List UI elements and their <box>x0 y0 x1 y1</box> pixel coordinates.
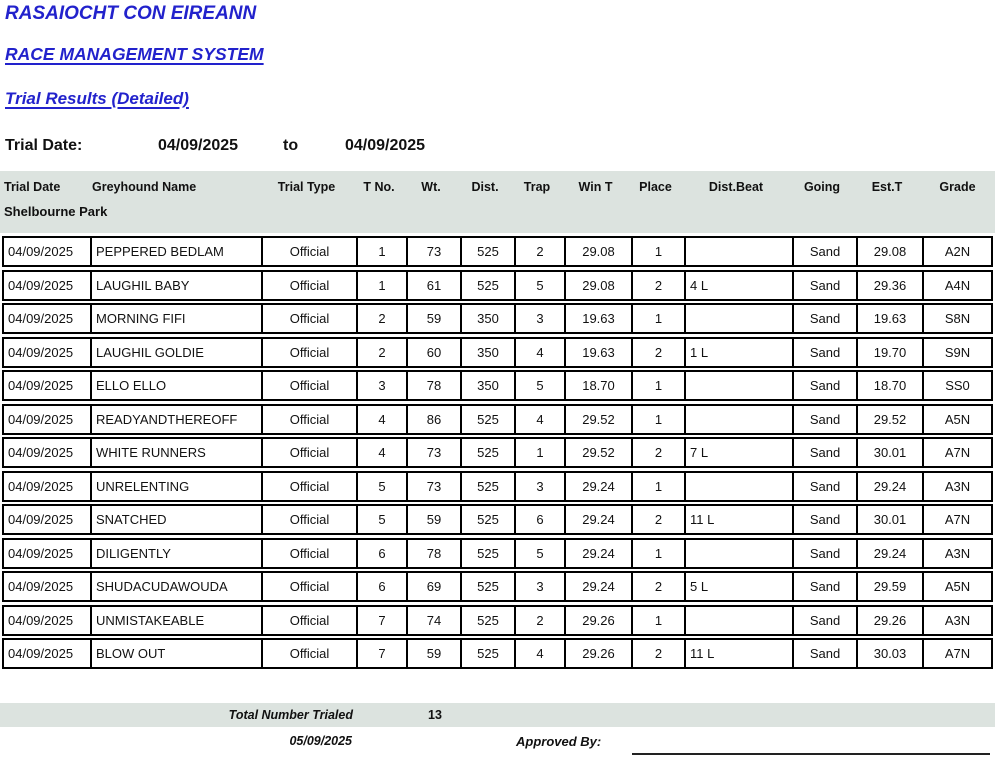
cell-win-t: 29.08 <box>566 272 633 299</box>
cell-est-t: 19.63 <box>858 305 924 332</box>
cell-win-t: 29.24 <box>566 473 633 500</box>
cell-greyhound-name: MORNING FIFI <box>92 305 263 332</box>
cell-dist: 350 <box>462 305 516 332</box>
table-row <box>2 538 993 569</box>
cell-greyhound-name: PEPPERED BEDLAM <box>92 238 263 265</box>
cell-trial-date: 04/09/2025 <box>4 238 92 265</box>
cell-going: Sand <box>794 540 858 567</box>
cell-place: 1 <box>633 607 686 634</box>
cell-greyhound-name: READYANDTHEREOFF <box>92 406 263 433</box>
cell-trial-date: 04/09/2025 <box>4 540 92 567</box>
cell-trial-date: 04/09/2025 <box>4 506 92 533</box>
table-row <box>2 270 993 301</box>
cell-t-no: 6 <box>358 573 408 600</box>
cell-place: 2 <box>633 640 686 667</box>
cell-dist: 350 <box>462 339 516 366</box>
cell-t-no: 4 <box>358 406 408 433</box>
column-header-win-t: Win T <box>578 180 613 194</box>
cell-wt: 69 <box>408 573 462 600</box>
cell-place: 1 <box>633 238 686 265</box>
cell-going: Sand <box>794 473 858 500</box>
cell-est-t: 18.70 <box>858 372 924 399</box>
cell-trial-type: Official <box>263 272 358 299</box>
trial-date-label: Trial Date: <box>5 137 83 154</box>
org-title: RASAIOCHT CON EIREANN <box>5 3 257 24</box>
cell-t-no: 1 <box>358 238 408 265</box>
cell-going: Sand <box>794 305 858 332</box>
table-row <box>2 404 993 435</box>
cell-t-no: 3 <box>358 372 408 399</box>
cell-greyhound-name: LAUGHIL GOLDIE <box>92 339 263 366</box>
signature-line <box>632 753 990 755</box>
column-header-going: Going <box>803 180 841 194</box>
cell-dist: 525 <box>462 473 516 500</box>
system-title-link[interactable]: RACE MANAGEMENT SYSTEM <box>5 44 264 64</box>
cell-wt: 59 <box>408 640 462 667</box>
cell-going: Sand <box>794 607 858 634</box>
cell-dist-beat: 11 L <box>686 506 794 533</box>
cell-greyhound-name: UNMISTAKEABLE <box>92 607 263 634</box>
cell-t-no: 5 <box>358 473 408 500</box>
table-row <box>2 437 993 468</box>
cell-est-t: 29.26 <box>858 607 924 634</box>
cell-wt: 61 <box>408 272 462 299</box>
cell-place: 1 <box>633 406 686 433</box>
cell-est-t: 30.01 <box>858 506 924 533</box>
cell-trial-date: 04/09/2025 <box>4 305 92 332</box>
column-header-trap: Trap <box>523 180 551 194</box>
total-trialed-label: Total Number Trialed <box>228 708 353 722</box>
cell-win-t: 29.52 <box>566 439 633 466</box>
cell-grade: A2N <box>944 244 971 259</box>
cell-grade: A4N <box>944 277 971 293</box>
cell-grade: A7N <box>944 512 971 527</box>
cell-dist-beat: 5 L <box>686 573 794 600</box>
cell-dist: 525 <box>462 272 516 299</box>
cell-dist-beat: 4 L <box>686 272 794 299</box>
cell-trap: 4 <box>516 640 566 667</box>
cell-trap: 2 <box>516 238 566 265</box>
cell-trap: 5 <box>516 540 566 567</box>
cell-greyhound-name: SNATCHED <box>92 506 263 533</box>
cell-dist-beat <box>686 238 794 265</box>
total-band <box>0 703 995 727</box>
cell-trial-type: Official <box>263 305 358 332</box>
cell-going: Sand <box>794 506 858 533</box>
cell-trial-date: 04/09/2025 <box>4 272 92 299</box>
cell-dist: 350 <box>462 372 516 399</box>
cell-trial-date: 04/09/2025 <box>4 473 92 500</box>
cell-dist: 525 <box>462 439 516 466</box>
cell-dist: 525 <box>462 540 516 567</box>
cell-going: Sand <box>794 573 858 600</box>
cell-t-no: 4 <box>358 439 408 466</box>
cell-trial-type: Official <box>263 473 358 500</box>
cell-place: 1 <box>633 473 686 500</box>
cell-est-t: 29.24 <box>858 473 924 500</box>
cell-win-t: 29.24 <box>566 540 633 567</box>
cell-dist: 525 <box>462 640 516 667</box>
cell-going: Sand <box>794 238 858 265</box>
column-header-row <box>0 177 995 195</box>
cell-place: 2 <box>633 506 686 533</box>
cell-grade: A7N <box>944 445 971 460</box>
signature-row <box>0 727 1000 767</box>
column-header-place: Place <box>639 180 672 194</box>
cell-win-t: 29.08 <box>566 238 633 265</box>
cell-trial-type: Official <box>263 372 358 399</box>
cell-place: 2 <box>633 272 686 299</box>
cell-dist-beat <box>686 540 794 567</box>
cell-trial-date: 04/09/2025 <box>4 372 92 399</box>
cell-going: Sand <box>794 640 858 667</box>
table-row <box>2 337 993 368</box>
cell-wt: 73 <box>408 238 462 265</box>
cell-wt: 78 <box>408 372 462 399</box>
cell-est-t: 29.24 <box>858 540 924 567</box>
cell-grade: A7N <box>944 646 971 661</box>
cell-place: 1 <box>633 372 686 399</box>
table-row <box>2 236 993 267</box>
to-date-value: 04/09/2025 <box>345 137 426 154</box>
cell-wt: 59 <box>408 305 462 332</box>
cell-win-t: 19.63 <box>566 305 633 332</box>
cell-dist-beat: 11 L <box>686 640 794 667</box>
cell-dist-beat: 1 L <box>686 339 794 366</box>
cell-win-t: 29.52 <box>566 406 633 433</box>
column-header-grade: Grade <box>939 180 976 194</box>
cell-greyhound-name: SHUDACUDAWOUDA <box>92 573 263 600</box>
report-title-link[interactable]: Trial Results (Detailed) <box>5 89 189 108</box>
cell-dist: 525 <box>462 607 516 634</box>
cell-trial-date: 04/09/2025 <box>4 406 92 433</box>
cell-trap: 2 <box>516 607 566 634</box>
column-header-trial-type: Trial Type <box>277 180 336 194</box>
cell-est-t: 29.08 <box>858 238 924 265</box>
print-date: 05/09/2025 <box>289 734 352 748</box>
column-header-greyhound-name: Greyhound Name <box>92 180 197 194</box>
cell-place: 1 <box>633 305 686 332</box>
cell-trap: 6 <box>516 506 566 533</box>
cell-win-t: 18.70 <box>566 372 633 399</box>
cell-wt: 73 <box>408 439 462 466</box>
cell-grade: A5N <box>944 579 971 594</box>
cell-trap: 4 <box>516 339 566 366</box>
cell-dist: 525 <box>462 238 516 265</box>
cell-grade: S9N <box>944 344 971 360</box>
cell-grade: A5N <box>944 411 971 427</box>
track-section-row <box>0 195 995 219</box>
cell-t-no: 5 <box>358 506 408 533</box>
cell-est-t: 19.70 <box>858 339 924 366</box>
report-page <box>0 3 1000 764</box>
total-trialed-value: 13 <box>428 708 442 722</box>
cell-greyhound-name: LAUGHIL BABY <box>92 272 263 299</box>
cell-dist: 525 <box>462 506 516 533</box>
cell-greyhound-name: WHITE RUNNERS <box>92 439 263 466</box>
cell-wt: 86 <box>408 406 462 433</box>
trial-date-filter <box>0 137 1000 159</box>
cell-greyhound-name: ELLO ELLO <box>92 372 263 399</box>
column-header-dist: Dist. <box>471 180 499 194</box>
cell-trial-type: Official <box>263 506 358 533</box>
cell-trap: 5 <box>516 372 566 399</box>
cell-dist-beat <box>686 607 794 634</box>
cell-t-no: 7 <box>358 640 408 667</box>
cell-wt: 59 <box>408 506 462 533</box>
cell-grade: A3N <box>944 545 971 561</box>
cell-trial-type: Official <box>263 339 358 366</box>
cell-going: Sand <box>794 339 858 366</box>
cell-wt: 74 <box>408 607 462 634</box>
cell-place: 2 <box>633 339 686 366</box>
cell-wt: 60 <box>408 339 462 366</box>
cell-trap: 1 <box>516 439 566 466</box>
cell-place: 2 <box>633 573 686 600</box>
cell-dist-beat <box>686 372 794 399</box>
cell-dist-beat <box>686 473 794 500</box>
cell-t-no: 2 <box>358 305 408 332</box>
cell-dist-beat <box>686 406 794 433</box>
column-header-dist-beat: Dist.Beat <box>708 180 764 194</box>
table-row <box>2 605 993 636</box>
cell-est-t: 30.01 <box>858 439 924 466</box>
cell-greyhound-name: UNRELENTING <box>92 473 263 500</box>
cell-win-t: 29.24 <box>566 506 633 533</box>
cell-t-no: 7 <box>358 607 408 634</box>
cell-win-t: 19.63 <box>566 339 633 366</box>
cell-trial-type: Official <box>263 406 358 433</box>
column-header-trial-date: Trial Date <box>4 180 61 194</box>
cell-wt: 73 <box>408 473 462 500</box>
cell-going: Sand <box>794 272 858 299</box>
cell-greyhound-name: BLOW OUT <box>92 640 263 667</box>
cell-dist: 525 <box>462 573 516 600</box>
cell-going: Sand <box>794 406 858 433</box>
cell-grade: A3N <box>944 612 971 628</box>
column-header-t-no: T No. <box>363 180 395 194</box>
cell-wt: 78 <box>408 540 462 567</box>
cell-trial-date: 04/09/2025 <box>4 607 92 634</box>
cell-win-t: 29.26 <box>566 607 633 634</box>
cell-dist-beat: 7 L <box>686 439 794 466</box>
cell-t-no: 6 <box>358 540 408 567</box>
cell-est-t: 29.36 <box>858 272 924 299</box>
cell-trial-date: 04/09/2025 <box>4 640 92 667</box>
cell-grade: A3N <box>944 478 971 494</box>
cell-trap: 3 <box>516 573 566 600</box>
cell-est-t: 30.03 <box>858 640 924 667</box>
cell-trap: 3 <box>516 473 566 500</box>
cell-trial-type: Official <box>263 238 358 265</box>
cell-trial-date: 04/09/2025 <box>4 339 92 366</box>
cell-dist: 525 <box>462 406 516 433</box>
table-row <box>2 504 993 535</box>
cell-trial-type: Official <box>263 640 358 667</box>
cell-grade: SS0 <box>945 378 970 393</box>
column-header-est-t: Est.T <box>871 180 903 194</box>
table-row <box>2 303 993 334</box>
cell-win-t: 29.24 <box>566 573 633 600</box>
cell-going: Sand <box>794 372 858 399</box>
cell-going: Sand <box>794 439 858 466</box>
to-label: to <box>283 137 299 154</box>
cell-dist-beat <box>686 305 794 332</box>
cell-trap: 3 <box>516 305 566 332</box>
track-name: Shelbourne Park <box>4 204 108 219</box>
cell-greyhound-name: DILIGENTLY <box>92 540 263 567</box>
table-row <box>2 638 993 669</box>
cell-trial-type: Official <box>263 439 358 466</box>
cell-t-no: 1 <box>358 272 408 299</box>
cell-trap: 4 <box>516 406 566 433</box>
approved-by-label: Approved By: <box>516 734 602 749</box>
table-row <box>2 571 993 602</box>
cell-place: 1 <box>633 540 686 567</box>
table-row <box>2 471 993 502</box>
from-date-value: 04/09/2025 <box>158 137 239 154</box>
cell-t-no: 2 <box>358 339 408 366</box>
cell-win-t: 29.26 <box>566 640 633 667</box>
cell-trial-type: Official <box>263 540 358 567</box>
cell-trial-type: Official <box>263 607 358 634</box>
cell-trap: 5 <box>516 272 566 299</box>
column-header-wt: Wt. <box>421 180 441 194</box>
cell-est-t: 29.59 <box>858 573 924 600</box>
table-header-band <box>0 171 995 233</box>
cell-trial-type: Official <box>263 573 358 600</box>
table-row <box>2 370 993 401</box>
cell-est-t: 29.52 <box>858 406 924 433</box>
cell-place: 2 <box>633 439 686 466</box>
cell-grade: S8N <box>944 311 971 326</box>
cell-trial-date: 04/09/2025 <box>4 439 92 466</box>
cell-trial-date: 04/09/2025 <box>4 573 92 600</box>
table-body <box>2 236 993 669</box>
